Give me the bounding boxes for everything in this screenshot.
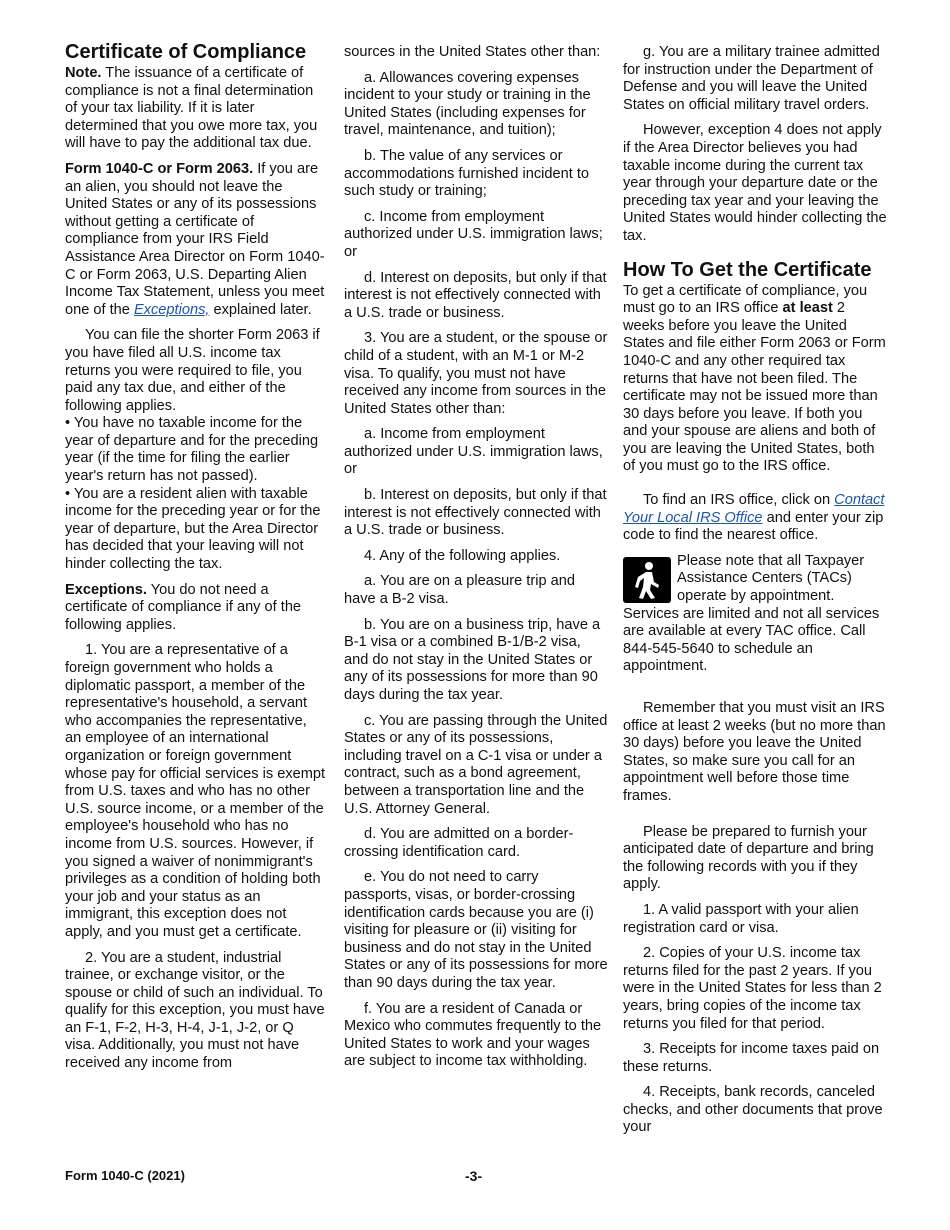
column-2 bbox=[344, 44, 608, 1079]
continued-text: sources in the United States other than: bbox=[344, 44, 601, 60]
exception-3: 3. You are a student, or the spouse or child of a student, with an M-1 or M-2 visa. To qualify, you must not have received any income from sources in the United States other than: bbox=[344, 330, 608, 417]
footer-form-name: Form 1040-C (2021) bbox=[65, 1168, 185, 1183]
walking-person-icon bbox=[623, 557, 671, 603]
form-paragraph: Form 1040-C or Form 2063. If you are an alien, you should not leave the United States or any of its possessions without getting a certificate of compliance from your IRS Field Assistance Area Director on Form 1040-C or Form 2063, U.S. Departing Alien Income Tax Statement, unless you meet one of the Exceptions, explained later. bbox=[65, 160, 325, 318]
section-title-how-to-get: How To Get the Certificate bbox=[623, 258, 872, 281]
form-label: Form 1040-C or Form 2063. bbox=[65, 160, 254, 177]
exception-2: 2. You are a student, industrial trainee, or exchange visitor, or the spouse or child of such an individual. To qualify for this exception, you must have an F-1, F-2, H-3, H-4, J-1, J-2, or Q visa. Additionally, you must not have received any income from bbox=[65, 949, 325, 1072]
exception-4e: e. You do not need to carry passports, visas, or border-crossing identification cards because you are (i) visiting for pleasure or (ii) visiting for business and do not stay in the United States or any of its possessions for more than 90 days during the tax year. bbox=[344, 869, 608, 991]
exception-4d: d. You are admitted on a border-crossing identification card. bbox=[344, 826, 574, 860]
exception-3a: a. Income from employment authorized under U.S. immigration laws, or bbox=[344, 426, 603, 478]
exception-4b: b. You are on a business trip, have a B-1 visa or a combined B-1/B-2 visa, and do not stay in the United States or any of its possessions for more than 90 days during the tax year. bbox=[344, 616, 601, 703]
bullet-icon: • bbox=[65, 415, 71, 432]
bullet-item: • You are a resident alien with taxable income for the preceding year or for the year of departure, but the Area Director has decided that your leaving will not hinder collecting the tax. bbox=[65, 485, 321, 573]
record-3: 3. Receipts for income taxes paid on these returns. bbox=[623, 1041, 880, 1075]
exception-2c: c. Income from employment authorized under U.S. immigration laws; or bbox=[344, 208, 603, 260]
exception-2a: a. Allowances covering expenses incident to your study or training in the United States (including expenses for travel, maintenance, and tuition); bbox=[344, 69, 591, 139]
however-paragraph: However, exception 4 does not apply if the Area Director believes you had taxable income during the current tax year through your departure date or the preceding tax year and your leaving the United States would hinder collecting the tax. bbox=[623, 122, 887, 244]
note-label: Note. bbox=[65, 65, 102, 81]
record-2: 2. Copies of your U.S. income tax returns filed for the past 2 years. If you were in the United States for less than 2 years, bring copies of the income tax returns you filed for that period. bbox=[623, 945, 882, 1032]
bullet-icon: • bbox=[65, 485, 71, 502]
column-1 bbox=[65, 40, 327, 1081]
exception-4f: f. You are a resident of Canada or Mexico who commutes frequently to the United States to work and your wages are subject to income tax withholding. bbox=[344, 1000, 602, 1070]
column-3 bbox=[623, 44, 887, 1145]
exception-4c: c. You are passing through the United States or any of its possessions, including travel on a C-1 visa or under a contract, such as a bond agreement, between a transportation line and the U.S. Attorney General. bbox=[344, 712, 608, 817]
tac-note: Please note that all Taxpayer Assistance Centers (TACs) operate by appointment. Services are limited and not all services are available at every TAC office. Call 844-545-5640 to schedule an appointment. bbox=[623, 552, 880, 675]
exceptions-label: Exceptions. bbox=[65, 581, 147, 598]
get-certificate-paragraph: To get a certificate of compliance, you must go to an IRS office at least 2 weeks before you leave the United States and file either Form 2063 or Form 1040-C and any other required tax returns that have not been filed. The certificate may not be issued more than 30 days before you leave. If both you and your spouse are aliens and both of you are leaving the United States, both of you must go to the IRS office. bbox=[623, 282, 886, 475]
exception-3b: b. Interest on deposits, but only if that interest is not effectively connected with a U.S. trade or business. bbox=[344, 487, 607, 539]
find-office-paragraph: To find an IRS office, click on Contact Your Local IRS Office and enter your zip code to find the nearest office. bbox=[623, 492, 885, 544]
shorter-form-paragraph: You can file the shorter Form 2063 if you have filed all U.S. income tax returns you were required to file, you paid any tax due, and either of the following applies. bbox=[65, 327, 320, 414]
section-title-certificate: Certificate of Compliance bbox=[65, 41, 307, 63]
exception-4g: g. You are a military trainee admitted for instruction under the Department of Defense and you will leave the United States on official military travel orders. bbox=[623, 44, 880, 113]
page-number: -3- bbox=[465, 1168, 483, 1184]
exceptions-link[interactable]: Exceptions, bbox=[133, 301, 210, 318]
record-4: 4. Receipts, bank records, canceled checks, and other documents that prove your bbox=[623, 1084, 883, 1136]
record-1: 1. A valid passport with your alien registration card or visa. bbox=[623, 901, 859, 936]
remember-paragraph: Remember that you must visit an IRS office at least 2 weeks (but no more than 30 days) before you leave the United States, so make sure you call for an appointment well before those time frames. bbox=[623, 700, 886, 804]
contact-irs-office-link[interactable]: Contact Your Local IRS Office bbox=[623, 492, 885, 526]
exception-2d: d. Interest on deposits, but only if that interest is not effectively connected with a U.S. trade or business. bbox=[344, 269, 607, 321]
note-paragraph: Note. The issuance of a certificate of compliance is not a final determination of your tax liability. If it is later determined that you owe more tax, you will have to pay the additional tax due. bbox=[65, 65, 318, 152]
bullet-item: • You have no taxable income for the year of departure and for the preceding year (if the time for filing the earlier year's return has not passed). bbox=[65, 415, 319, 485]
exception-1: 1. You are a representative of a foreign government who holds a diplomatic passport, a member of the representative's household, a servant who accompanies the representative, an employee of an international organization or foreign government whose pay for official services is exempt from U.S. taxes and who has no other U.S. source income, or a member of the employee's household who has no income from U.S. sources. However, if you signed a waiver of nonimmigrant's privileges as a condition of holding both your job and your status as an immigrant, this exception does not apply, and you must get a certificate. bbox=[65, 642, 326, 940]
exceptions-paragraph: Exceptions. You do not need a certificate of compliance if any of the following applies. bbox=[65, 581, 302, 633]
exception-4: 4. Any of the following applies. bbox=[364, 547, 561, 564]
exception-4a: a. You are on a pleasure trip and have a B-2 visa. bbox=[344, 573, 575, 608]
prepared-paragraph: Please be prepared to furnish your anticipated date of departure and bring the following records with you if they apply. bbox=[623, 823, 874, 893]
exception-2b: b. The value of any services or accommodations furnished incident to such study or training; bbox=[344, 147, 589, 200]
